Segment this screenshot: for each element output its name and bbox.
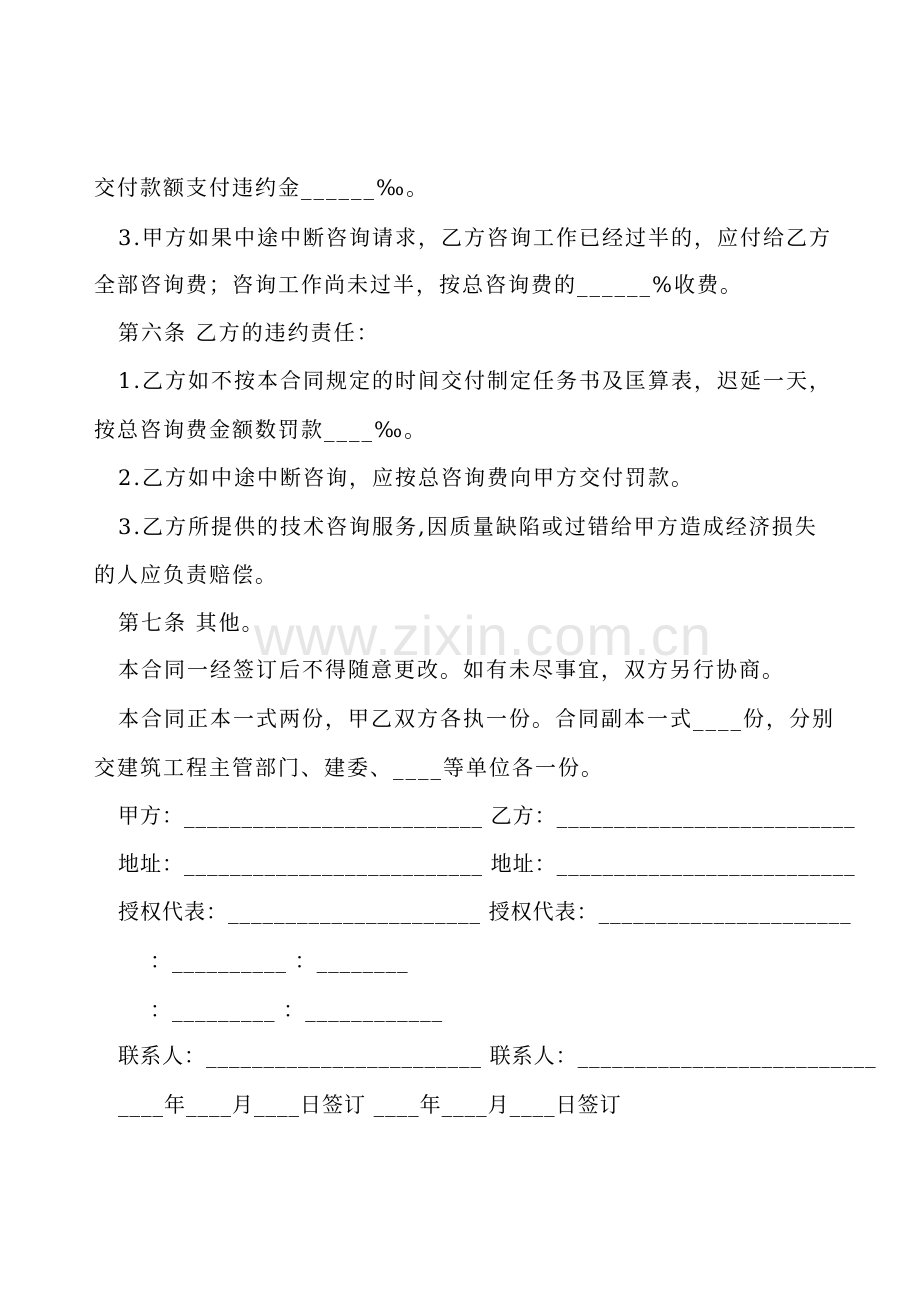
contact-person-field: 联系人：________________________ 联系人：__________________________ <box>118 1044 877 1068</box>
text-line: 本合同一经签订后不得随意更改。如有未尽事宜，双方另行协商。 <box>118 658 785 682</box>
text-line: 3.甲方如果中途中断咨询请求，乙方咨询工作已经过半的，应付给乙方 <box>118 226 833 250</box>
blank-field-row: ：_________ ：____________ <box>150 998 444 1022</box>
text-line: 交建筑工程主管部门、建委、____等单位各一份。 <box>94 756 604 780</box>
signing-date-field: ____年____月____日签订 ____年____月____日签订 <box>118 1093 622 1117</box>
text-line: 本合同正本一式两份，甲乙双方各执一份。合同副本一式____份，分别 <box>118 707 835 731</box>
text-line: 3.乙方所提供的技术咨询服务,因质量缺陷或过错给甲方造成经济损失 <box>118 515 818 539</box>
text-line: 1.乙方如不按本合同规定的时间交付制定任务书及匡算表，迟延一天， <box>118 369 833 393</box>
text-line: 按总咨询费金额数罚款____‰。 <box>94 418 428 442</box>
section-heading-6: 第六条 乙方的违约责任： <box>118 321 380 345</box>
authorized-rep-field: 授权代表：______________________ 授权代表：______________________ <box>118 900 852 924</box>
text-line: 全部咨询费；咨询工作尚未过半，按总咨询费的______%收费。 <box>94 273 743 297</box>
text-line: 交付款额支付违约金______‰。 <box>94 176 430 200</box>
text-line: 2.乙方如中途中断咨询，应按总咨询费向甲方交付罚款。 <box>118 466 695 490</box>
section-heading-7: 第七条 其他。 <box>118 611 265 635</box>
watermark: www.zixin.com.cn <box>254 604 712 667</box>
party-a-b-field: 甲方：__________________________ 乙方：__________________________ <box>118 804 856 828</box>
address-field: 地址：__________________________ 地址：__________________________ <box>118 852 856 876</box>
blank-field-row: ：__________ ：________ <box>150 949 409 973</box>
text-line: 的人应负责赔偿。 <box>94 563 278 587</box>
